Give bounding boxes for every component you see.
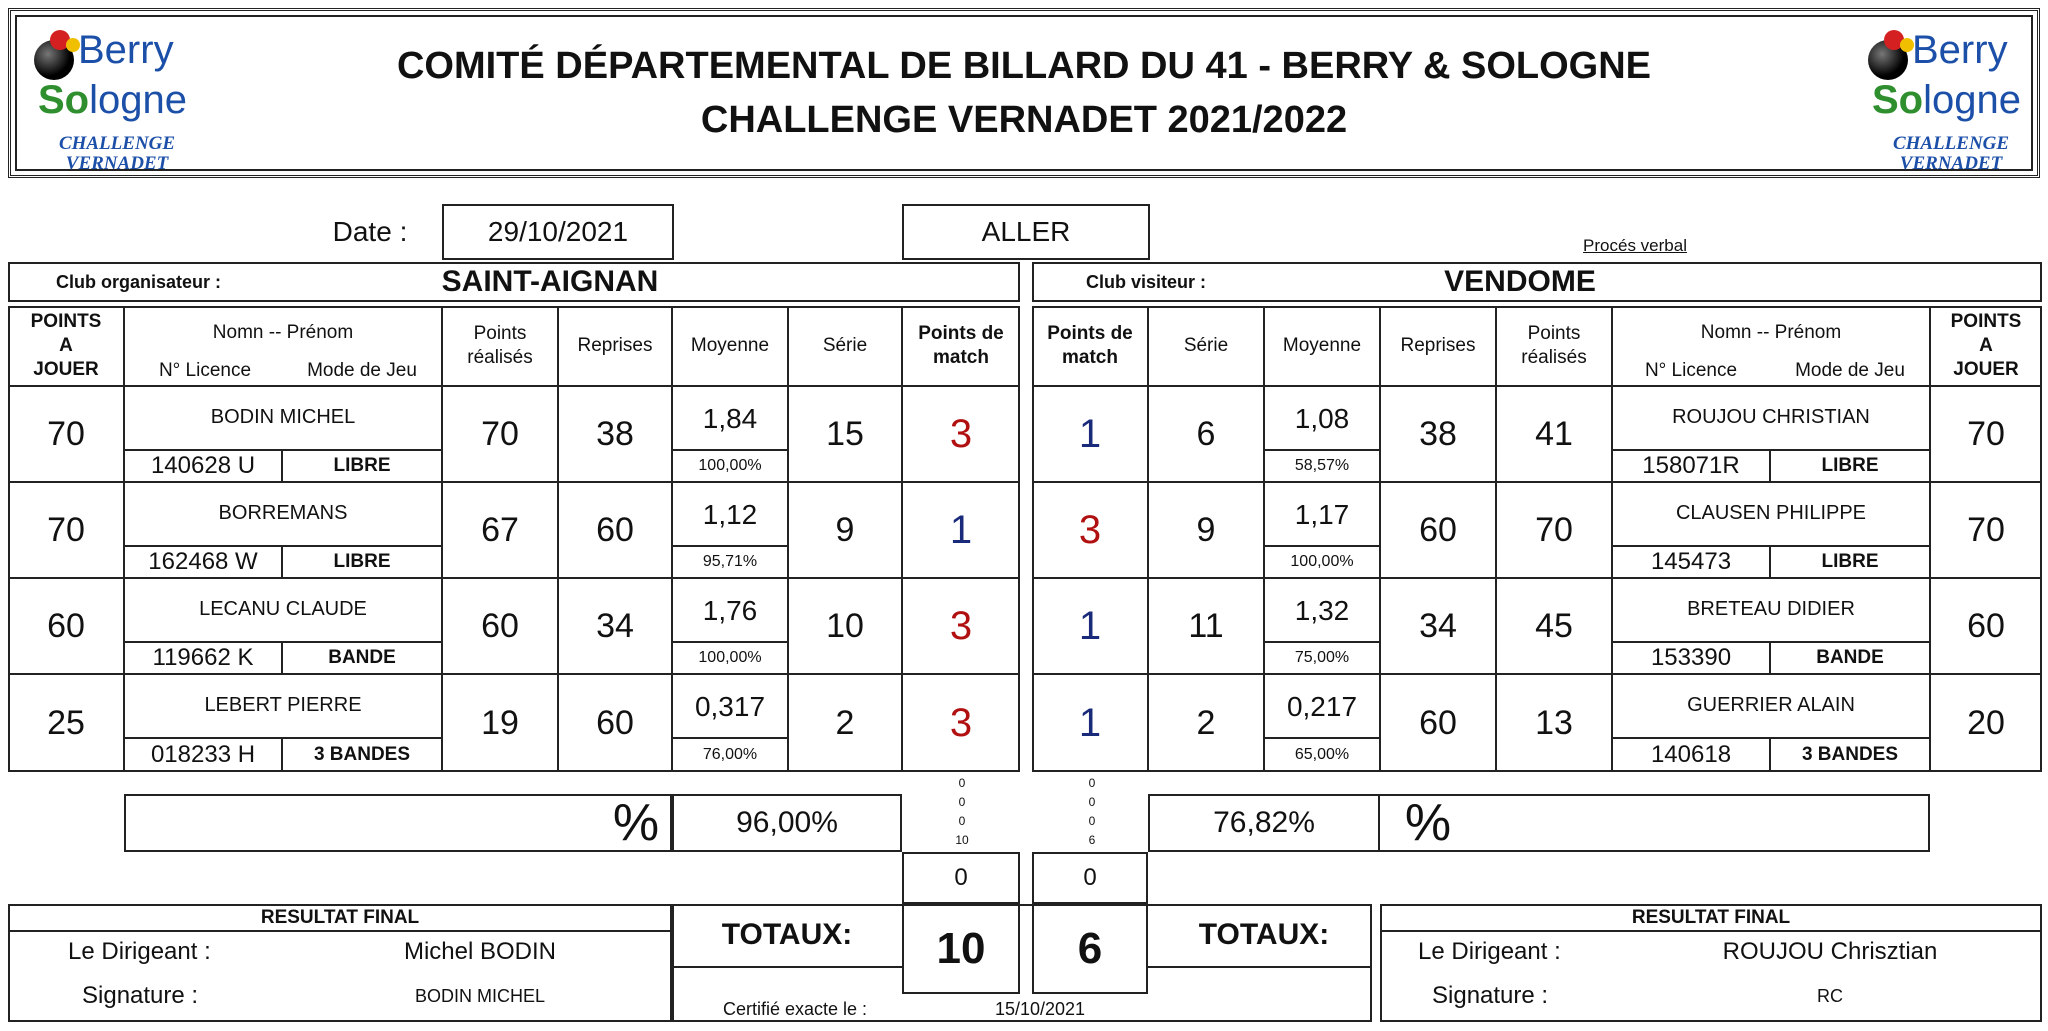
home-row1-pct: 100,00% (698, 457, 762, 474)
home-dirigeant-label: Le Dirigeant : (68, 938, 211, 965)
away-row1-mode: LIBRE (1821, 455, 1879, 476)
logo-sologne-text: Sologne (38, 78, 187, 122)
home-row1-serie: 15 (826, 414, 864, 453)
home-row2-reprises: 60 (596, 510, 634, 549)
away-row2-name: CLAUSEN PHILIPPE (1675, 501, 1867, 524)
away-row1-reprises: 38 (1419, 414, 1457, 453)
away-mini-values: 0 0 0 6 (1088, 776, 1096, 847)
home-signature-label: Signature : (82, 982, 199, 1009)
home-club-name: SAINT-AIGNAN (441, 265, 659, 298)
away-row1-name: ROUJOU CHRISTIAN (1672, 405, 1870, 428)
home-row3-realises: 60 (481, 606, 519, 645)
certifie-label: Certifié exacte le : (722, 998, 868, 1019)
away-row4-serie: 2 (1196, 703, 1216, 742)
totals-divider-right (1148, 966, 1372, 968)
away-row4-licence: 140618 (1650, 741, 1732, 768)
home-percent-sign: % (612, 794, 660, 852)
home-row2-pts-a-jouer: 70 (47, 510, 85, 549)
home-row2-mode: LIBRE (333, 551, 391, 572)
away-col-serie: Série (1183, 335, 1229, 356)
date-value: 29/10/2021 (442, 204, 674, 260)
away-row1-pct: 58,57% (1294, 457, 1350, 474)
logo-challenge-text: CHALLENGE VERNADET (58, 133, 176, 174)
away-row2-match: 3 (1078, 507, 1102, 552)
away-percent-sign: % (1404, 794, 1452, 852)
away-row4-reprises: 60 (1419, 703, 1457, 742)
away-row1-realises: 41 (1535, 414, 1573, 453)
away-row2-realises: 70 (1535, 510, 1573, 549)
away-dirigeant-label: Le Dirigeant : (1418, 938, 1561, 965)
home-row1-match: 3 (949, 411, 973, 456)
totals-label-home: TOTAUX: (721, 918, 853, 951)
away-row1-pts-a-jouer: 70 (1967, 414, 2005, 453)
away-row2-serie: 9 (1196, 510, 1216, 549)
home-row2-name: BORREMANS (218, 501, 348, 524)
away-row3-licence: 153390 (1650, 644, 1732, 671)
away-row1-licence: 158071R (1642, 452, 1740, 479)
away-row1-moyenne: 1,08 (1294, 403, 1350, 434)
logo-sologne-text: Sologne (1872, 78, 2021, 122)
away-row4-match: 1 (1078, 700, 1102, 745)
home-row1-realises: 70 (481, 414, 519, 453)
home-zero-cell: 0 (902, 852, 1020, 904)
home-percent-value: 96,00% (672, 794, 902, 852)
home-row3-match: 3 (949, 603, 973, 648)
away-signature: RC (1817, 985, 1843, 1006)
away-col-match: Points de match (1047, 323, 1133, 368)
away-row2-mode: LIBRE (1821, 551, 1879, 572)
away-row3-mode: BANDE (1816, 647, 1884, 668)
home-row4-pct: 76,00% (702, 746, 758, 763)
away-row3-serie: 11 (1188, 606, 1224, 645)
away-row4-pct: 65,00% (1294, 746, 1350, 763)
proces-verbal-link[interactable]: Procés verbal (1583, 236, 1687, 255)
home-row2-moyenne: 1,12 (702, 499, 758, 530)
home-row4-match: 3 (949, 700, 973, 745)
home-row2-match: 1 (949, 507, 973, 552)
away-row2-pct: 100,00% (1290, 553, 1354, 570)
page-title: COMITÉ DÉPARTEMENTAL DE BILLARD DU 41 - BERRY & SOLOGNE (396, 45, 1652, 87)
totals-label-away: TOTAUX: (1198, 918, 1330, 951)
away-total: 6 (1032, 904, 1148, 994)
home-row1-mode: LIBRE (333, 455, 391, 476)
away-signature-label: Signature : (1432, 982, 1549, 1009)
away-row1-serie: 6 (1196, 414, 1216, 453)
away-col-mode: Mode de Jeu (1795, 360, 1905, 381)
home-dirigeant-name: Michel BODIN (403, 938, 557, 965)
home-row1-moyenne: 1,84 (702, 403, 758, 434)
home-row2-serie: 9 (835, 510, 855, 549)
home-col-moyenne: Moyenne (690, 335, 770, 356)
away-row1-match: 1 (1078, 411, 1102, 456)
logo-challenge-text: CHALLENGE VERNADET (1892, 133, 2010, 174)
home-row2-realises: 67 (481, 510, 519, 549)
home-row4-mode: 3 BANDES (313, 744, 411, 765)
away-row4-mode: 3 BANDES (1801, 744, 1899, 765)
away-row3-reprises: 34 (1419, 606, 1457, 645)
away-col-licence: N° Licence (1644, 360, 1738, 381)
away-row2-licence: 145473 (1650, 548, 1732, 575)
home-row4-serie: 2 (835, 703, 855, 742)
home-club-label: Club organisateur : (56, 271, 222, 292)
home-col-match: Points de match (918, 323, 1004, 368)
away-col-moyenne: Moyenne (1282, 335, 1362, 356)
logo-berry-text: Berry (1912, 28, 2008, 72)
away-row3-match: 1 (1078, 603, 1102, 648)
home-row3-licence: 119662 K (152, 644, 254, 671)
leg-value: ALLER (902, 204, 1150, 260)
home-row3-pts-a-jouer: 60 (47, 606, 85, 645)
home-row3-mode: BANDE (328, 647, 396, 668)
home-result-title: RESULTAT FINAL (260, 907, 420, 928)
away-row4-moyenne: 0,217 (1286, 691, 1358, 722)
away-row3-pct: 75,00% (1294, 649, 1350, 666)
home-col-licence: N° Licence (158, 360, 252, 381)
home-mini-values: 0 0 0 10 (955, 776, 969, 847)
away-row4-name: GUERRIER ALAIN (1687, 693, 1855, 716)
away-row2-reprises: 60 (1419, 510, 1457, 549)
home-row1-reprises: 38 (596, 414, 634, 453)
home-row1-pts-a-jouer: 70 (47, 414, 85, 453)
home-row3-pct: 100,00% (698, 649, 762, 666)
home-row3-serie: 10 (826, 606, 864, 645)
away-result-title: RESULTAT FINAL (1631, 907, 1791, 928)
logo-berry-text: Berry (78, 28, 174, 72)
home-col-pts-a-jouer: POINTS A JOUER (30, 311, 102, 380)
home-row4-name: LEBERT PIERRE (204, 693, 362, 716)
away-row3-pts-a-jouer: 60 (1967, 606, 2005, 645)
home-row1-name: BODIN MICHEL (210, 405, 356, 428)
totals-divider-left (672, 966, 902, 968)
certifie-date: 15/10/2021 (994, 998, 1086, 1019)
home-total: 10 (902, 904, 1020, 994)
away-percent-value: 76,82% (1148, 794, 1380, 852)
home-row4-pts-a-jouer: 25 (47, 703, 85, 742)
away-row2-pts-a-jouer: 70 (1967, 510, 2005, 549)
date-label: Date : (332, 216, 408, 247)
away-row4-realises: 13 (1535, 703, 1573, 742)
home-col-mode: Mode de Jeu (307, 360, 417, 381)
away-col-nom: Nomn -- Prénom (1700, 322, 1842, 343)
away-row4-pts-a-jouer: 20 (1967, 703, 2005, 742)
away-col-realises: Points réalisés (1521, 323, 1587, 368)
away-row3-name: BRETEAU DIDIER (1687, 597, 1855, 620)
home-row2-licence: 162468 W (148, 548, 258, 575)
home-col-realises: Points réalisés (467, 323, 533, 368)
home-col-serie: Série (822, 335, 868, 356)
away-col-pts-a-jouer: POINTS A JOUER (1950, 311, 2022, 380)
home-percent-bar (124, 794, 672, 852)
away-col-reprises: Reprises (1400, 335, 1476, 356)
home-row2-pct: 95,71% (702, 553, 758, 570)
away-row2-moyenne: 1,17 (1294, 499, 1350, 530)
home-row4-reprises: 60 (596, 703, 634, 742)
home-row4-licence: 018233 H (150, 741, 256, 768)
home-row4-realises: 19 (481, 703, 519, 742)
away-club-name: VENDOME (1444, 265, 1596, 298)
home-row3-moyenne: 1,76 (702, 595, 758, 626)
home-row3-name: LECANU CLAUDE (199, 597, 367, 620)
home-row3-reprises: 34 (596, 606, 634, 645)
away-zero-cell: 0 (1032, 852, 1148, 904)
home-col-reprises: Reprises (577, 335, 653, 356)
away-row3-realises: 45 (1535, 606, 1573, 645)
home-row1-licence: 140628 U (150, 452, 256, 479)
page-subtitle: CHALLENGE VERNADET 2021/2022 (700, 99, 1348, 141)
home-col-nom: Nomn -- Prénom (212, 322, 354, 343)
away-club-label: Club visiteur : (1086, 271, 1207, 292)
home-signature: BODIN MICHEL (414, 985, 546, 1006)
home-row4-moyenne: 0,317 (694, 691, 766, 722)
away-row3-moyenne: 1,32 (1294, 595, 1350, 626)
away-dirigeant-name: ROUJOU Chrisztian (1722, 938, 1938, 965)
